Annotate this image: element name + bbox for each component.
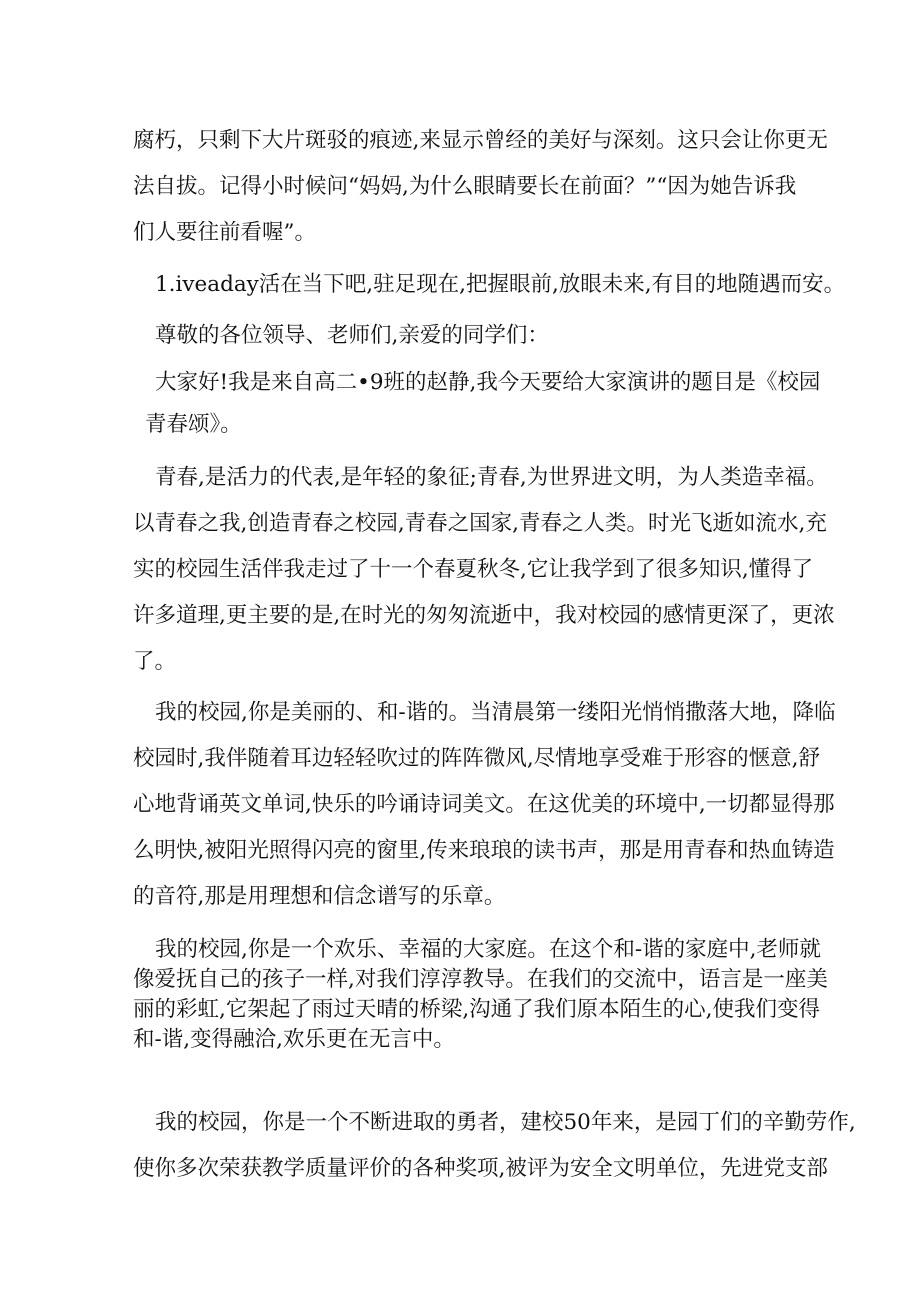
- paragraph-intro: [133, 118, 828, 256]
- text-line: 心地背诵英文单词,快乐的吟诵诗词美文。在这优美的环境中,一切都显得那: [133, 792, 835, 817]
- text-line: 我的校园,你是美丽的、和-谐的。当清晨第一缕阳光悄悄撒落大地，降临: [155, 700, 836, 725]
- text-line: 1.iveaday活在当下吧,驻足现在,把握眼前,放眼未来,有目的地随遇而安。: [155, 272, 846, 297]
- text-line: 大家好!我是来自高二•9班的赵静,我今天要给大家演讲的题目是《校园: [155, 370, 821, 395]
- paragraph-happy-family: [133, 935, 828, 1055]
- text-line: 校园时,我伴随着耳边轻轻吹过的阵阵微风,尽情地享受难于形容的惬意,舒: [133, 746, 821, 771]
- text-line: 实的校园生活伴我走过了十一个春夏秋冬,它让我学到了很多知识,懂得了: [133, 557, 814, 582]
- text-line: 腐朽，只剩下大片斑驳的痕迹,来显示曾经的美好与深刻。这只会让你更无: [133, 128, 828, 153]
- text-line: 我的校园,你是一个欢乐、幸福的大家庭。在这个和-谐的家庭中,老师就: [155, 937, 821, 962]
- text-line: 了。: [133, 649, 177, 674]
- text-line: 丽的彩虹,它架起了雨过天晴的桥梁,沟通了我们原本陌生的心,使我们变得: [133, 997, 821, 1022]
- text-line: 青春,是活力的代表,是年轻的象征;青春,为世界进文明，为人类造幸福。: [155, 465, 828, 490]
- text-line: 法自拔。记得小时候问“妈妈,为什么眼睛要长在前面？”“因为她告诉我: [133, 174, 797, 199]
- text-line: 像爱抚自己的孩子一样,对我们淳淳教导。在我们的交流中，语言是一座美: [133, 967, 828, 992]
- paragraph-live-a-day: [155, 262, 846, 308]
- text-line: 以青春之我,创造青春之校园,青春之国家,青春之人类。时光飞逝如流水,充: [133, 511, 827, 536]
- text-line: 尊敬的各位领导、老师们,亲爱的同学们：: [155, 323, 549, 348]
- text-line: 和-谐,变得融洽,欢乐更在无言中。: [133, 1027, 455, 1052]
- paragraph-self-intro: [145, 362, 827, 446]
- text-line: 的音符,那是用理想和信念谱写的乐章。: [133, 884, 506, 909]
- paragraph-brave-campus: [133, 1100, 856, 1192]
- text-line: 青春颂》。: [145, 412, 242, 437]
- text-line: 么明快,被阳光照得闪亮的窗里,传来琅琅的读书声，那是用青春和热血铸造: [133, 838, 835, 863]
- text-line: 使你多次荣获教学质量评价的各种奖项,被评为安全文明单位，先进党支部: [133, 1156, 828, 1181]
- paragraph-youth: [133, 455, 835, 685]
- text-line: 许多道理,更主要的是,在时光的匆匆流逝中，我对校园的感情更深了，更浓: [133, 603, 835, 628]
- text-line: 我的校园，你是一个不断进取的勇者，建校50年来，是园丁们的辛勤劳作,: [155, 1110, 856, 1135]
- text-line: 们人要往前看喔”。: [133, 220, 316, 245]
- paragraph-beautiful-campus: [133, 690, 836, 920]
- paragraph-greeting: [155, 313, 827, 359]
